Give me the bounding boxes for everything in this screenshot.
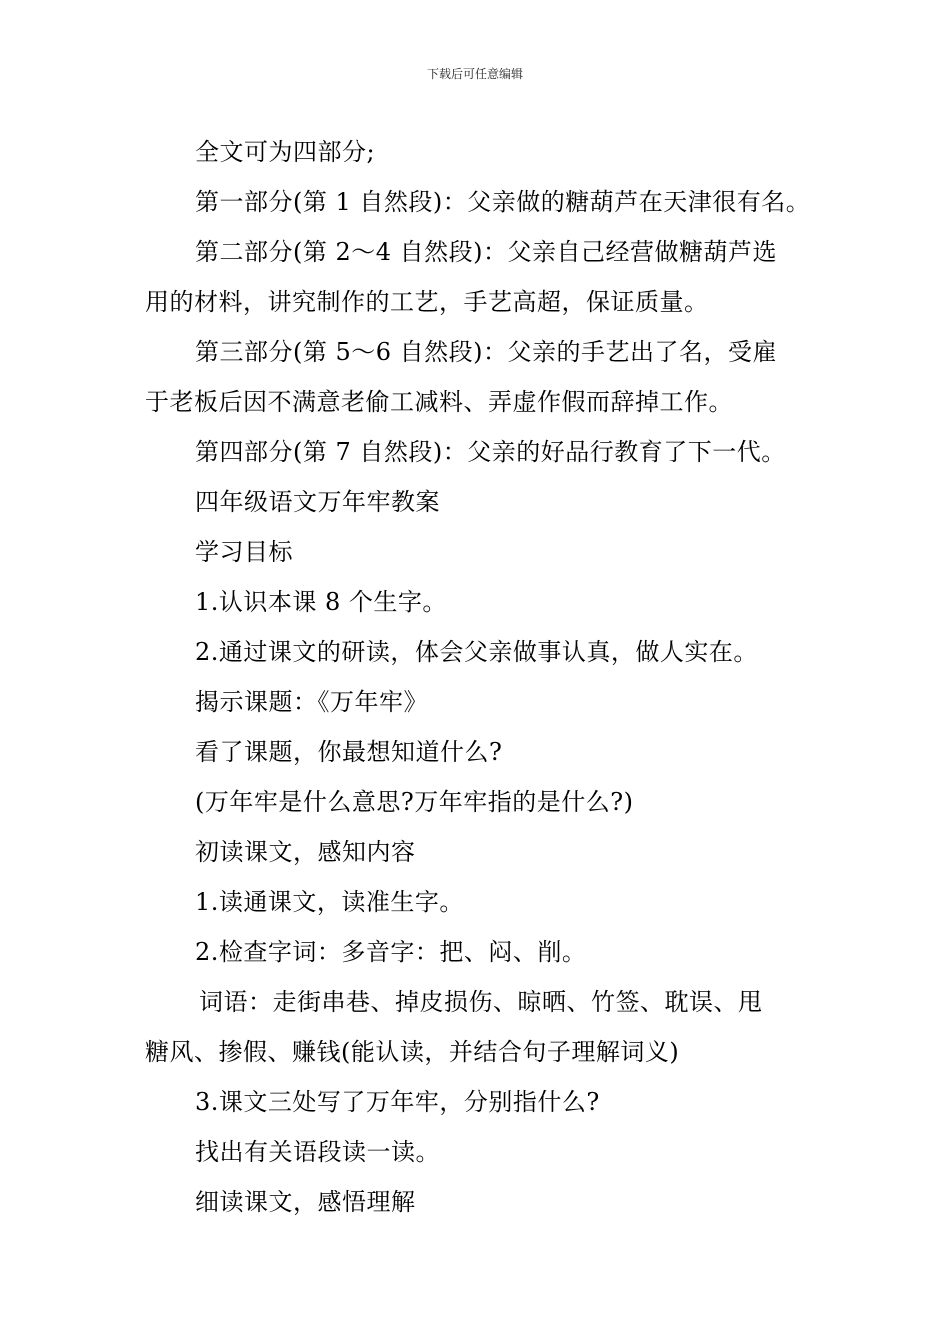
section-heading: 初读课文，感知内容 (195, 838, 416, 866)
paragraph-line: 第四部分(第 7 自然段)：父亲的好品行教育了下一代。 (195, 438, 786, 466)
list-item: 3.课文三处写了万年牢，分别指什么? (195, 1088, 600, 1116)
paragraph-line: 全文可为四部分; (195, 138, 376, 166)
paragraph-line: 第二部分(第 2～4 自然段)：父亲自己经营做糖葫芦选 (195, 238, 778, 266)
paragraph-line: 找出有关语段读一读。 (195, 1138, 440, 1166)
paragraph-line: 用的材料，讲究制作的工艺，手艺高超，保证质量。 (145, 288, 709, 316)
list-item: 2.检查字词：多音字：把、闷、削。 (195, 938, 587, 966)
paragraph-line: 第一部分(第 1 自然段)：父亲做的糖葫芦在天津很有名。 (195, 188, 811, 216)
paragraph-line: (万年牢是什么意思?万年牢指的是什么?) (195, 788, 634, 816)
paragraph-line: 于老板后因不满意老偷工减料、弄虚作假而辞掉工作。 (145, 388, 733, 416)
paragraph-line: 词语：走街串巷、掉皮损伤、晾晒、竹签、耽误、甩 (199, 988, 763, 1016)
section-heading: 学习目标 (195, 538, 293, 566)
list-item: 1.读通课文，读准生字。 (195, 888, 464, 916)
paragraph-line: 看了课题，你最想知道什么? (195, 738, 503, 766)
document-body (145, 127, 835, 1227)
list-item: 1.认识本课 8 个生字。 (195, 588, 447, 616)
section-title: 四年级语文万年牢教案 (195, 488, 440, 516)
paragraph-line: 糖风、掺假、赚钱(能认读，并结合句子理解词义) (145, 1038, 680, 1066)
list-item: 2.通过课文的研读，体会父亲做事认真，做人实在。 (195, 638, 758, 666)
section-heading: 细读课文，感悟理解 (195, 1188, 416, 1216)
paragraph-line: 第三部分(第 5～6 自然段)：父亲的手艺出了名，受雇 (195, 338, 778, 366)
page-header: 下载后可任意编辑 (426, 67, 523, 81)
section-heading: 揭示课题：《万年牢》 (195, 688, 428, 716)
